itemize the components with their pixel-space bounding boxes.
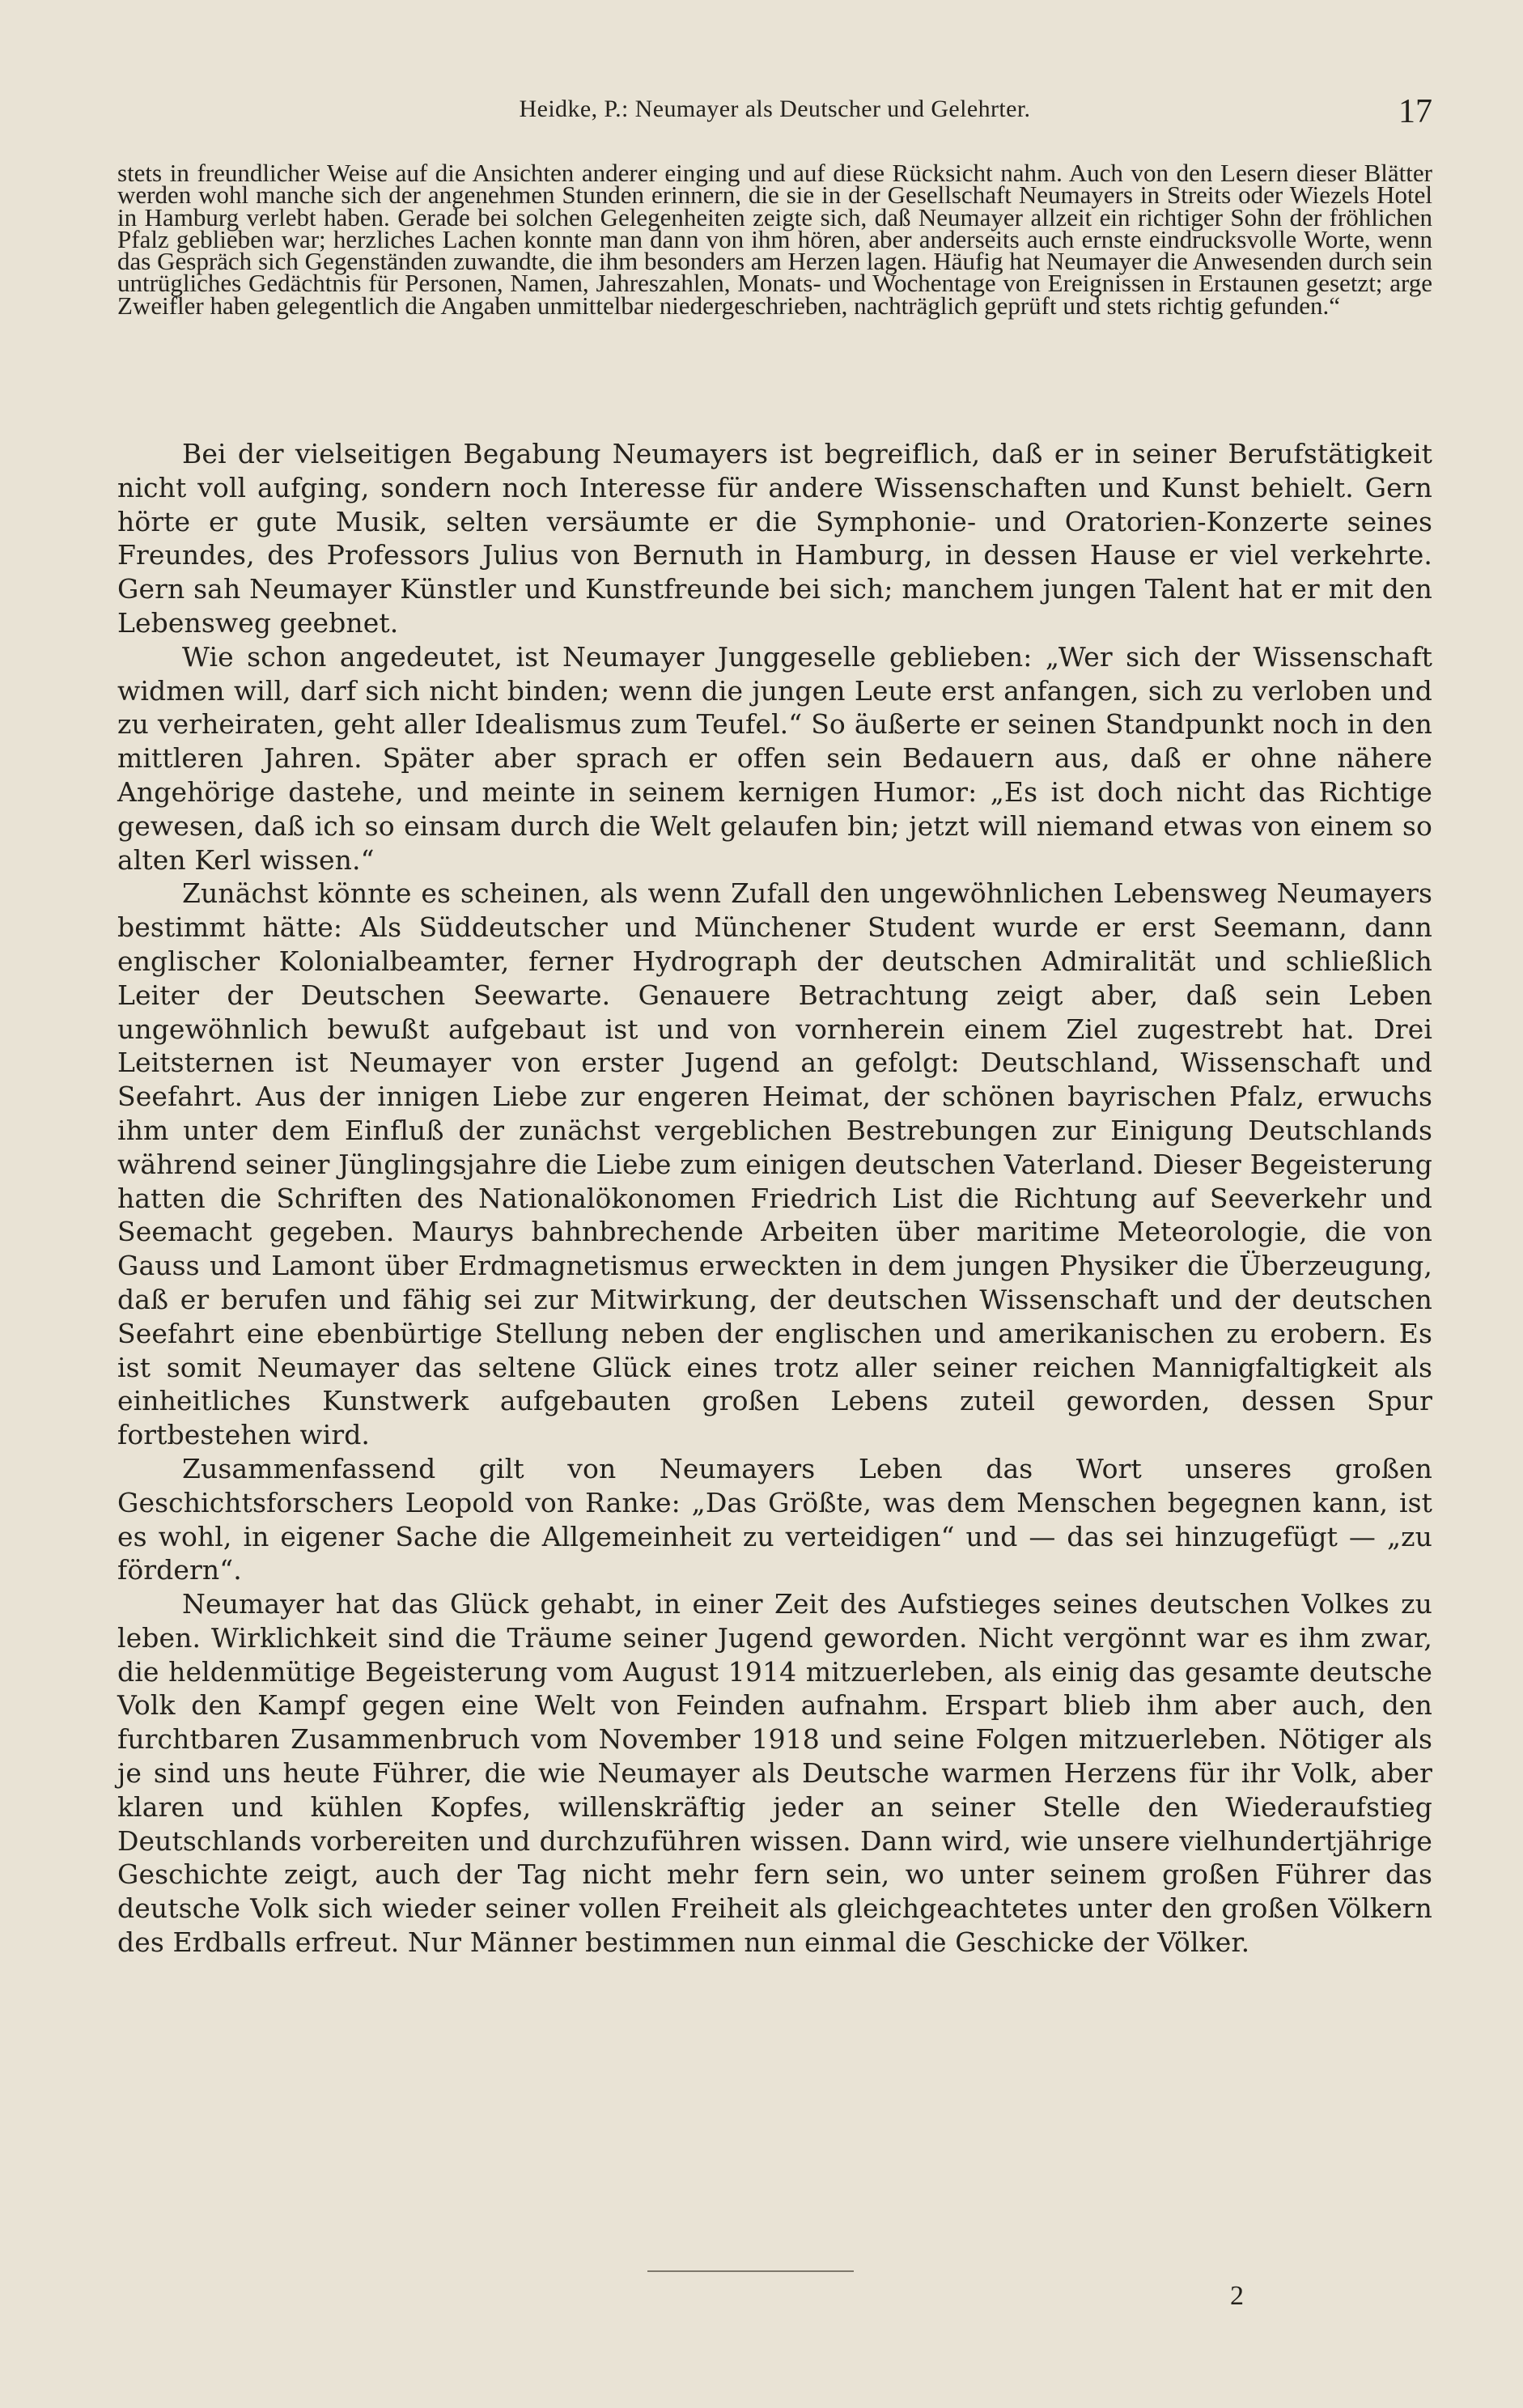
page-number: 17 <box>1398 93 1432 130</box>
paragraph-ranke-quote: Zusammenfassend gilt von Neumayers Leben das Wort unseres großen Geschichtsforschers Leopold von Ranke: „Das Größte, was dem Menschen begegnen kann, ist es wohl, in eigener Sache die Allgemeinheit zu verteidigen“ und — das sei hinzugefügt — „zu fördern“. <box>117 1452 1432 1586</box>
paragraph-conclusion: Neumayer hat das Glück gehabt, in einer Zeit des Aufstieges seines deutschen Volkes zu leben. Wirklichkeit sind die Träume seiner Jugend geworden. Nicht vergönnt war es ihm zwar, die heldenmütige Begeisterung vom August 1914 mitzuerleben, als einig das gesamte deutsche Volk den Kampf gegen eine Welt von Feinden aufnahm. Erspart blieb ihm aber auch, den furchtbaren Zusammenbruch vom November 1918 und seine Folgen mitzuerleben. Nötiger als je sind uns heute Führer, die wie Neumayer als Deutsche warmen Herzens für ihr Volk, aber klaren und kühlen Kopfes, willenskräftig jeder an seiner Stelle den Wiederaufstieg Deutschlands vorbereiten und durchzuführen wissen. Dann wird, wie unsere vielhundertjährige Geschichte zeigt, auch der Tag nicht mehr fern sein, wo unter seinem großen Führer das deutsche Volk sich wieder seiner vollen Freiheit als gleichgeachtetes unter den großen Völkern des Erdballs erfreut. Nur Männer bestimmen nun einmal die Geschicke der Völker. <box>117 1588 1432 1959</box>
running-header <box>117 93 1432 136</box>
signature-number: 2 <box>1230 2281 1244 2311</box>
body-text <box>117 437 1432 1960</box>
quote-continuation: stets in freundlicher Weise auf die Ansichten anderer einging und auf diese Rücksicht nahm. Auch von den Lesern dieser Blätter werden wohl manche sich der angenehmen Stunden erinnern, die sie in der Gesellschaft Neumayers in Streits oder Wiezels Hotel in Hamburg verlebt haben. Gerade bei solchen Gelegenheiten zeigte sich, daß Neumayer allzeit ein richtiger Sohn der fröhlichen Pfalz geblieben war; herzliches Lachen konnte man dann von ihm hören, aber anderseits auch ernste eindrucksvolle Worte, wenn das Gespräch sich Gegenständen zuwandte, die ihm besonders am Herzen lagen. Häufig hat Neumayer die Anwesenden durch sein untrügliches Gedächtnis für Personen, Namen, Jahreszahlen, Monats- und Wochentage von Ereignissen in Erstaunen gesetzt; arge Zweifler haben gelegentlich die Angaben unmittelbar niedergeschrieben, nachträglich geprüft und stets richtig gefunden.“ <box>117 159 1432 320</box>
running-title: Heidke, P.: Neumayer als Deutscher und Gelehrter. <box>519 96 1031 122</box>
paragraph-career: Zunächst könnte es scheinen, als wenn Zufall den ungewöhnlichen Lebensweg Neumayers bestimmt hätte: Als Süddeutscher und Münchener Student wurde er erst Seemann, dann englischer Kolonialbeamter, ferner Hydrograph der deutschen Admiralität und schließlich Leiter der Deutschen Seewarte. Genauere Betrachtung zeigt aber, daß sein Leben ungewöhnlich bewußt aufgebaut ist und von vornherein einem Ziel zugestrebt hat. Drei Leitsternen ist Neumayer von erster Jugend an gefolgt: Deutschland, Wissenschaft und Seefahrt. Aus der innigen Liebe zur engeren Heimat, der schönen bayrischen Pfalz, erwuchs ihm unter dem Einfluß der zunächst vergeblichen Bestrebungen zur Einigung Deutschlands während seiner Jünglingsjahre die Liebe zum einigen deutschen Vaterland. Dieser Begeisterung hatten die Schriften des Nationalökonomen Friedrich List die Richtung auf Seeverkehr und Seemacht gegeben. Maurys bahnbrechende Arbeiten über maritime Meteorologie, die von Gauss und Lamont über Erdmagnetismus erweckten in dem jungen Physiker die Überzeugung, daß er berufen und fähig sei zur Mitwirkung, der deutschen Wissenschaft und der deutschen Seefahrt eine ebenbürtige Stellung neben der englischen und amerikanischen zu erobern. Es ist somit Neumayer das seltene Glück eines trotz aller seiner reichen Mannigfaltigkeit als einheitliches Kunstwerk aufgebauten großen Lebens zuteil geworden, dessen Spur fortbestehen wird. <box>117 877 1432 1451</box>
paragraph-bachelor: Wie schon angedeutet, ist Neumayer Junggeselle geblieben: „Wer sich der Wissenschaft widmen will, darf sich nicht binden; wenn die jungen Leute erst anfangen, sich zu verloben und zu verheiraten, geht aller Idealismus zum Teufel.“ So äußerte er seinen Standpunkt noch in den mittleren Jahren. Später aber sprach er offen sein Bedauern aus, daß er ohne nähere Angehörige dastehe, und meinte in seinem kernigen Humor: „Es ist doch nicht das Richtige gewesen, daß ich so einsam durch die Welt gelaufen bin; jetzt will niemand etwas von einem so alten Kerl wissen.“ <box>117 640 1432 876</box>
paragraph-interests: Bei der vielseitigen Begabung Neumayers ist begreiflich, daß er in seiner Berufstätigkeit nicht voll aufging, sondern noch Interesse für andere Wissenschaften und Kunst behielt. Gern hörte er gute Musik, selten versäumte er die Symphonie- und Oratorien-Konzerte seines Freundes, des Professors Julius von Bernuth in Hamburg, in dessen Hause er viel verkehrte. Gern sah Neumayer Künstler und Kunstfreunde bei sich; manchem jungen Talent hat er mit den Lebensweg geebnet. <box>117 438 1432 639</box>
footer-rule <box>647 2270 854 2272</box>
